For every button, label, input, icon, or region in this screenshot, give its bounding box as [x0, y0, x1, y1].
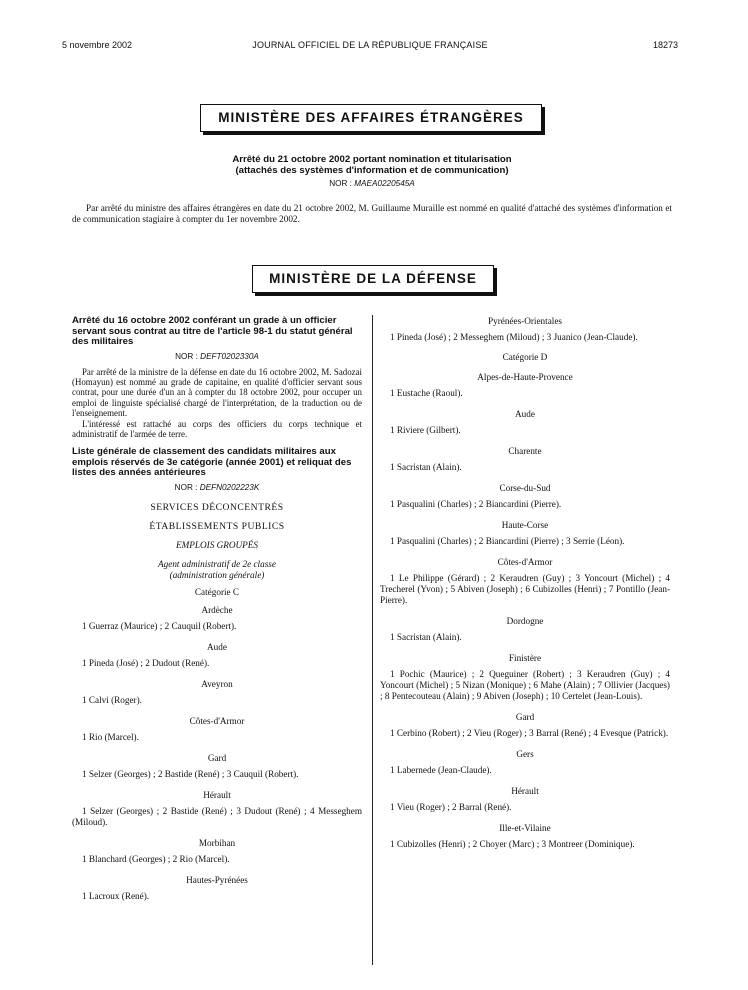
nor-line-liste	[72, 482, 362, 493]
department-heading: Haute-Corse	[501, 520, 549, 530]
nor-label: NOR :	[329, 179, 352, 188]
department-heading: Alpes-de-Haute-Provence	[477, 372, 573, 382]
candidate-list: 1 Guerraz (Maurice) ; 2 Cauquil (Robert).	[82, 620, 237, 631]
department-heading: Côtes-d'Armor	[189, 715, 245, 726]
candidate-list: 1 Blanchard (Georges) ; 2 Rio (Marcel).	[82, 853, 230, 864]
candidate-list: 1 Pineda (José) ; 2 Messeghem (Miloud) ; 3 Juanico (Jean-Claude).	[390, 332, 638, 342]
right-top-entries	[380, 316, 670, 343]
department-heading: Finistère	[508, 653, 542, 663]
agent-heading-line2: (administration générale)	[169, 569, 265, 580]
right-entries	[380, 372, 670, 850]
candidate-list: 1 Pasqualini (Charles) ; 2 Biancardini (Pierre).	[390, 499, 562, 509]
candidate-list: 1 Calvi (Roger).	[82, 694, 142, 705]
candidate-list: 1 Rio (Marcel).	[82, 731, 139, 742]
etablissements-heading: ÉTABLISSEMENTS PUBLICS	[149, 520, 285, 532]
liste-title: Liste générale de classement des candidats militaires aux emplois réservés de 3e catégorie (année 2001) et reliquat des listes des années antérieures	[72, 446, 352, 479]
candidate-list: 1 Vieu (Roger) ; 2 Barral (René).	[390, 802, 512, 812]
department-heading: Aveyron	[201, 678, 233, 689]
candidate-list: 1 Sacristan (Alain).	[390, 462, 462, 472]
candidate-list: 1 Riviere (Gilbert).	[390, 425, 461, 435]
department-heading: Dordogne	[506, 616, 544, 626]
categorie-d-heading: Catégorie D	[502, 352, 548, 362]
department-heading: Gard	[515, 712, 535, 722]
left-column	[72, 316, 362, 902]
department-heading: Corse-du-Sud	[499, 483, 551, 493]
arrete-paragraph-2: L'intéressé est rattaché au corps des officiers du corps technique et administratif de l'armée de terre.	[72, 418, 362, 439]
nor-value: DEFN0202223K	[199, 482, 260, 492]
page-header	[62, 40, 678, 54]
department-heading: Ardèche	[201, 604, 233, 615]
ministry-banner-defense: MINISTÈRE DE LA DÉFENSE	[252, 265, 494, 293]
candidate-list: 1 Lacroux (René).	[82, 890, 150, 901]
arrete-paragraph-1: Par arrêté de la ministre de la défense en date du 16 octobre 2002, M. Sadozai (Homayun) est nommé au grade de capitaine, en qualité d'officier servant sous contrat, pour une durée d'un an à compter du 18 octobre 2002, pour occuper un emploi de linguiste spécialisé chargé de l'interprétation, de la traduction ou de l'enseignement.	[72, 366, 362, 419]
candidate-list: 1 Selzer (Georges) ; 2 Bastide (René) ; 3 Cauquil (Robert).	[82, 768, 299, 779]
right-column	[380, 316, 670, 850]
column-divider	[372, 315, 373, 965]
nor-line-defense	[72, 351, 362, 362]
department-heading: Aude	[515, 409, 535, 419]
arrete-title-line1: Arrêté du 21 octobre 2002 portant nomination et titularisation	[232, 154, 512, 165]
header-date: 5 novembre 2002	[62, 40, 133, 50]
department-heading: Hérault	[511, 786, 539, 796]
department-heading: Aude	[207, 641, 227, 652]
department-heading: Morbihan	[198, 837, 236, 848]
candidate-list: 1 Eustache (Raoul).	[390, 388, 463, 398]
department-heading: Charente	[508, 446, 542, 456]
categorie-c-heading: Catégorie C	[194, 586, 240, 597]
candidate-list: 1 Selzer (Georges) ; 2 Bastide (René) ; 3 Dudout (René) ; 4 Messeghem (Miloud).	[72, 805, 362, 827]
journal-title: JOURNAL OFFICIEL DE LA RÉPUBLIQUE FRANÇAISE	[252, 40, 488, 50]
candidate-list: 1 Labernede (Jean-Claude).	[390, 765, 492, 775]
department-heading: Pyrénées-Orientales	[488, 316, 562, 326]
candidate-list: 1 Pochic (Maurice) ; 2 Queguiner (Robert) ; 3 Keraudren (Guy) ; 4 Yoncourt (Michel) ; 5 Nizan (Monique) ; 6 Mahe (Alain) ; 7 Ollivier (Jacques) ; 8 Pentecouteau (Alain) ; 9 Abiven (Joseph) ; 10 Certelet (Jean-Louis).	[380, 669, 670, 701]
department-heading: Côtes-d'Armor	[497, 557, 553, 567]
department-heading: Hérault	[203, 789, 231, 800]
page-number: 18273	[652, 40, 678, 50]
nor-value: MAEA0220545A	[354, 179, 415, 188]
department-heading: Hautes-Pyrénées	[186, 874, 248, 885]
emplois-heading: EMPLOIS GROUPÉS	[176, 539, 258, 550]
services-heading: SERVICES DÉCONCENTRÉS	[150, 501, 284, 513]
left-entries	[72, 605, 362, 902]
nor-line	[150, 179, 594, 190]
candidate-list: 1 Sacristan (Alain).	[390, 632, 462, 642]
arrete-title-line2: (attachés des systèmes d'information et de communication)	[235, 164, 509, 176]
nor-value: DEFT0202330A	[200, 351, 259, 361]
ministry-banner-affaires-etrangeres: MINISTÈRE DES AFFAIRES ÉTRANGÈRES	[200, 104, 542, 132]
department-heading: Gard	[207, 752, 227, 763]
department-heading: Ille-et-Vilaine	[499, 823, 551, 833]
candidate-list: 1 Cerbino (Robert) ; 2 Vieu (Roger) ; 3 Barral (René) ; 4 Evesque (Patrick).	[390, 728, 669, 738]
candidate-list: 1 Pasqualini (Charles) ; 2 Biancardini (Pierre) ; 3 Serrie (Léon).	[390, 536, 625, 546]
nor-label: NOR :	[175, 351, 198, 361]
arrete-title-mae	[150, 155, 594, 190]
agent-heading-line1: Agent administratif de 2e classe	[158, 558, 276, 569]
arrete-title-defense: Arrêté du 16 octobre 2002 conférant un grade à un officier servant sous contrat au titre de l'article 98-1 du statut général des militaires	[72, 315, 353, 347]
candidate-list: 1 Cubizolles (Henri) ; 2 Choyer (Marc) ; 3 Montreer (Dominique).	[390, 839, 635, 849]
nor-label: NOR :	[174, 482, 198, 492]
candidate-list: 1 Le Philippe (Gérard) ; 2 Keraudren (Guy) ; 3 Yoncourt (Michel) ; 4 Trecherel (Yvon) ; 5 Abiven (Joseph) ; 6 Cubizolles (Henri) ; 7 Pontillo (Jean-Pierre).	[380, 573, 670, 605]
candidate-list: 1 Pineda (José) ; 2 Dudout (René).	[82, 657, 210, 668]
arrete-body-mae: Par arrêté du ministre des affaires étrangères en date du 21 octobre 2002, M. Guillaume Muraille est nommé en qualité d'attaché des systèmes d'information et de communication stagiaire à compter du 1er novembre 2002.	[72, 203, 672, 224]
department-heading: Gers	[516, 749, 534, 759]
